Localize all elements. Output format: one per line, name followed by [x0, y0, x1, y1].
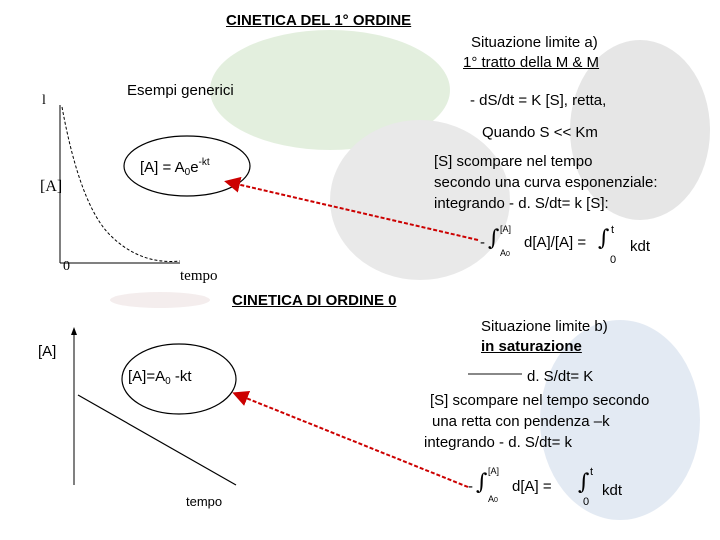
first-order-integral: - ∫ [A] A0 d[A]/[A] = ∫ t 0 kdt	[480, 224, 651, 266]
y-axis-tick: l	[42, 93, 46, 108]
arrow-first-order	[228, 182, 478, 240]
arrow-zero-order	[236, 394, 468, 487]
zero-order-integral: - ∫ [A] A0 d[A] = ∫ t 0 kdt	[468, 466, 623, 508]
first-order-description: [S] scompare nel tempo secondo una curva esponenziale: integrando - d. S/dt= k [S]:	[434, 153, 658, 212]
zero-order-title: CINETICA DI ORDINE 0	[232, 292, 397, 309]
y-axis-label: [A]	[40, 178, 63, 195]
examples-label: Esempi generici	[127, 82, 234, 99]
limit-b-title: Situazione limite b)	[481, 318, 608, 335]
first-order-formula: $[A] = A_0e^{-kt}$	[140, 157, 210, 178]
limit-a-subtitle: 1° tratto della M & M	[463, 54, 600, 71]
first-order-equation: - dS/dt = K [S], retta,	[470, 92, 607, 109]
limit-b-subtitle: in saturazione	[481, 338, 582, 355]
condition-text: Quando S << Km	[482, 124, 598, 141]
zero-order-formula: $[A]=A_0$ -kt	[128, 368, 192, 387]
limit-a-title: Situazione limite a)	[471, 34, 598, 51]
zero-order-equation: d. S/dt= K	[527, 368, 594, 385]
first-order-title: CINETICA DEL 1° ORDINE	[226, 12, 412, 29]
y-axis-label-2: [A]	[38, 343, 57, 360]
x-axis-label-2: tempo	[186, 494, 223, 509]
zero-order-description: [S] scompare nel tempo secondo una retta con pendenza –k integrando - d. S/dt= k	[424, 392, 650, 451]
x-axis-label: tempo	[180, 268, 218, 284]
origin-label: 0	[63, 259, 70, 274]
